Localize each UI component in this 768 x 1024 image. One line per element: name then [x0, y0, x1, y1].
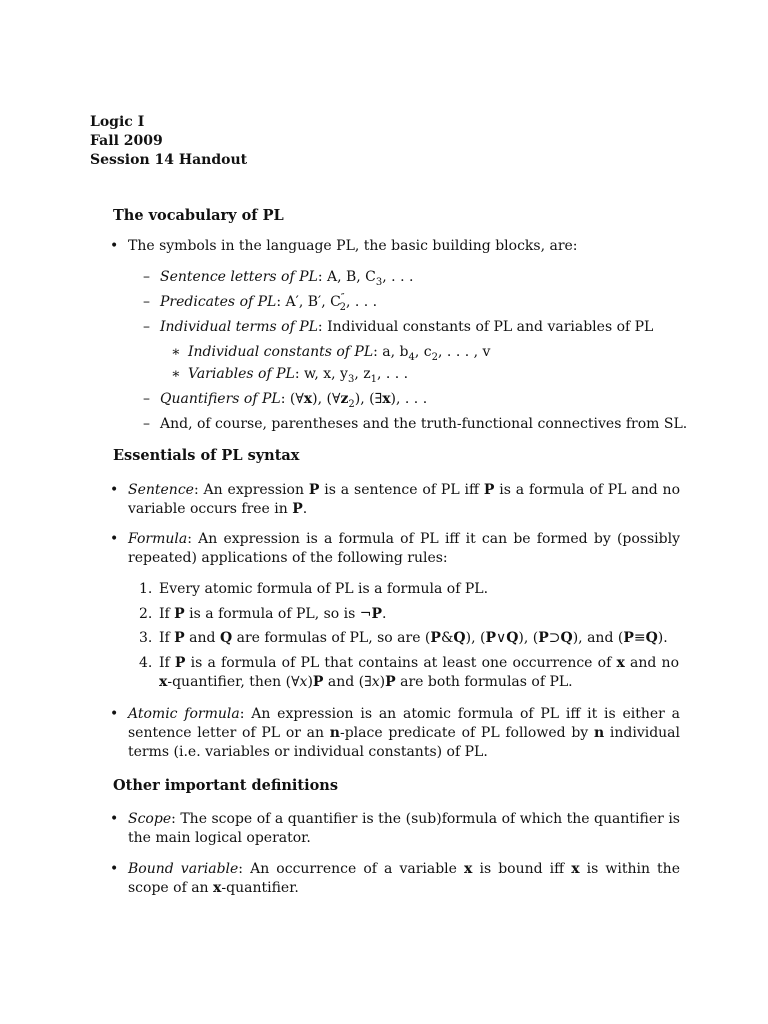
- rule-item-1: [139, 580, 679, 599]
- item-value: (∀x), $(\forall z_2)$, (∃x), . . .: [289, 391, 428, 410]
- bullet-formula-definition: [110, 530, 680, 568]
- item-value: A, B, $C_3$, . . .: [326, 269, 414, 288]
- bullet-vocabulary-intro: [110, 237, 680, 256]
- list-item-connectives: [143, 415, 687, 434]
- item-label: Sentence letters of PL: [160, 269, 318, 285]
- rule-text: If P is a formula of PL, so is ¬P.: [159, 606, 387, 622]
- list-item-quantifiers: – Quantifiers of PL: (∀x), $(\forall z_2)$, (∃x), . . .: [143, 391, 428, 410]
- bullet-sentence-definition: [110, 481, 680, 519]
- bullet-icon: •: [110, 811, 119, 827]
- dash-icon: –: [143, 319, 150, 335]
- rule-number: 4.: [139, 655, 153, 671]
- bullet-atomic-definition: [110, 705, 680, 762]
- section-title-definitions: Other important definitions: [113, 777, 339, 794]
- rule-text: If P is a formula of PL that contains at least one occurrence of x and no x-quantifier, then (∀x)P and (∃x)P are both formulas of PL.: [159, 655, 680, 690]
- bullet-text: Formula: An expression is a formula of PL iff it can be formed by (possibly repeated) applications of the following rules:: [128, 531, 680, 566]
- bullet-icon: •: [110, 482, 119, 498]
- rule-number: 2.: [139, 606, 153, 622]
- bullet-text: The symbols in the language PL, the basic building blocks, are:: [128, 238, 578, 254]
- asterisk-icon: ∗: [171, 344, 181, 360]
- section-title-syntax: Essentials of PL syntax: [113, 447, 300, 464]
- item-label: Individual terms of PL: [160, 319, 318, 335]
- item-value: A′, B′, $C''_2$, . . .: [285, 292, 378, 313]
- item-value: Individual constants of PL and variables of PL: [327, 319, 654, 335]
- item-value: w, x, $y_3$, $z_1$, . . .: [304, 366, 409, 385]
- bullet-text: Scope: The scope of a quantifier is the (sub)formula of which the quantifier is the main logical operator.: [128, 811, 680, 846]
- dash-icon: –: [143, 269, 150, 285]
- course-title: Logic I: [90, 114, 145, 130]
- session-label: Session 14 Handout: [90, 152, 248, 168]
- rule-text: If P and Q are formulas of PL, so are (P&Q), (P∨Q), (P⊃Q), and (P≡Q).: [159, 630, 668, 646]
- bullet-icon: •: [110, 238, 119, 254]
- bullet-icon: •: [110, 531, 119, 547]
- rule-number: 1.: [139, 581, 153, 597]
- list-item-sentence-letters: – Sentence letters of PL: A, B, $C_3$, . . .: [143, 269, 414, 288]
- asterisk-icon: ∗: [171, 366, 181, 382]
- list-item-individual-terms: – Individual terms of PL: Individual constants of PL and variables of PL: [143, 319, 654, 335]
- rule-item-3: [139, 629, 679, 648]
- rule-item-4: [139, 654, 679, 692]
- rule-number: 3.: [139, 630, 153, 646]
- dash-icon: –: [143, 416, 150, 432]
- sublist-item-individual-constants: ∗ Individual constants of PL: a, $b_4$, $c_2$, . . . , v: [171, 344, 491, 363]
- bullet-text: Bound variable: An occurrence of a variable x is bound iff x is within the scope of an x-quantifier.: [128, 861, 680, 896]
- list-item-predicates: – Predicates of PL: A′, B′, $C''_2$, . . .: [143, 292, 378, 313]
- bullet-icon: •: [110, 706, 119, 722]
- item-label: Individual constants of PL: [188, 344, 374, 360]
- item-label: Quantifiers of PL: [160, 391, 281, 407]
- item-label: Predicates of PL: [160, 294, 277, 310]
- dash-icon: –: [143, 294, 150, 310]
- item-label: Variables of PL: [188, 366, 295, 382]
- rule-text: Every atomic formula of PL is a formula of PL.: [159, 581, 489, 597]
- bullet-text: Atomic formula: An expression is an atomic formula of PL iff it is either a sentence letter of PL or an n-place predicate of PL followed by n individual terms (i.e. variables or individual constants) of PL.: [128, 706, 681, 760]
- dash-icon: –: [143, 391, 150, 407]
- rule-item-2: [139, 605, 679, 624]
- item-value: And, of course, parentheses and the truth-functional connectives from SL.: [160, 416, 688, 432]
- item-value: a, $b_4$, $c_2$, . . . , v: [382, 344, 491, 363]
- section-title-vocabulary: The vocabulary of PL: [113, 207, 284, 224]
- bullet-text: Sentence: An expression P is a sentence of PL iff P is a formula of PL and no variable occurs free in P.: [128, 482, 680, 517]
- bullet-icon: •: [110, 861, 119, 877]
- bullet-scope-definition: [110, 810, 680, 848]
- sublist-item-variables: ∗ Variables of PL: w, x, $y_3$, $z_1$, . . .: [171, 366, 409, 385]
- term-label: Fall 2009: [90, 133, 163, 149]
- bullet-bound-variable-definition: [110, 860, 680, 898]
- document-header: [90, 113, 247, 170]
